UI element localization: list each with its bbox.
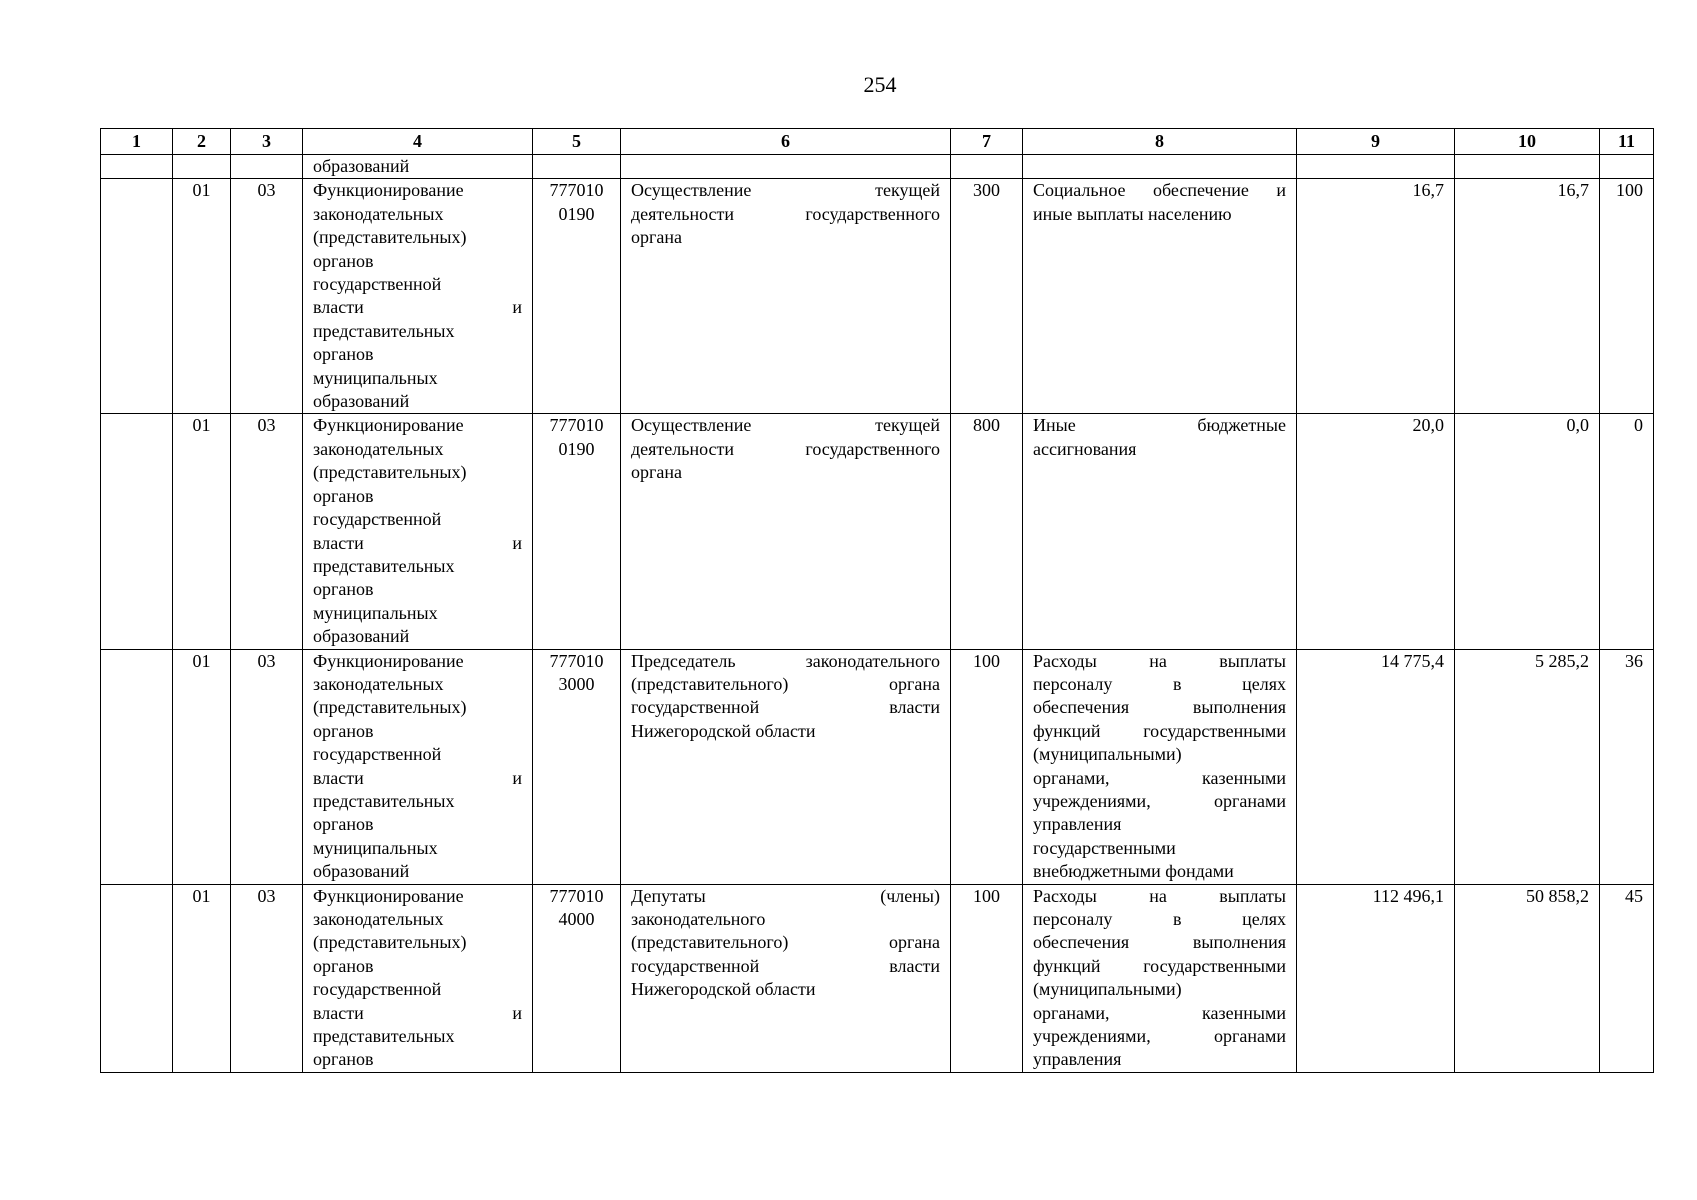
cell-section-name bbox=[303, 884, 533, 1072]
header-cell: 3 bbox=[231, 129, 303, 155]
header-cell: 9 bbox=[1297, 129, 1455, 155]
cell-section-name bbox=[303, 414, 533, 649]
cell-percent: 36 bbox=[1600, 649, 1654, 884]
cell-expense-type: 300 bbox=[951, 179, 1023, 414]
cell-section-name-line: (представительных) bbox=[313, 697, 467, 718]
cell-target-code-line: 777010 bbox=[549, 180, 604, 201]
cell-expense-name-line: Расходы на выплаты bbox=[1033, 650, 1286, 671]
cell-section-name-line: представительных bbox=[313, 555, 455, 576]
cell-target-name bbox=[621, 649, 951, 884]
cell-target-name-line: Нижегородской области bbox=[631, 720, 816, 741]
cell-subsection: 03 bbox=[231, 884, 303, 1072]
cell-expense-name-line: управления bbox=[1033, 1049, 1122, 1070]
cell-expense-name-line: внебюджетными фондами bbox=[1033, 861, 1234, 882]
cell-section: 01 bbox=[173, 414, 231, 649]
cell-section-name-line: власти и bbox=[313, 1002, 522, 1023]
cell-expense-name-line: органами, казенными bbox=[1033, 767, 1286, 788]
cell-target-name bbox=[621, 179, 951, 414]
page-number: 254 bbox=[863, 72, 897, 97]
cell-percent: 0 bbox=[1600, 414, 1654, 649]
cell-target-name-line: государственной власти bbox=[631, 697, 940, 718]
cell-section-name-line: (представительных) bbox=[313, 932, 467, 953]
cell-executed: 5 285,2 bbox=[1455, 649, 1600, 884]
cell-expense-name-line: обеспечения выполнения bbox=[1033, 932, 1286, 953]
cell-expense-name-line: иные выплаты населению bbox=[1033, 203, 1232, 224]
cell-section-name-line: органов bbox=[313, 579, 374, 600]
cell-section-name-line: органов bbox=[313, 720, 374, 741]
cell-target-code-line: 0190 bbox=[558, 438, 595, 459]
cell-target-code-line: 777010 bbox=[549, 415, 604, 436]
cell-section-name-line: органов bbox=[313, 485, 374, 506]
cell-expense-name-line: Иные бюджетные bbox=[1033, 415, 1286, 436]
cell-target-name-line: (представительного) органа bbox=[631, 932, 940, 953]
cell-target-code-line: 0190 bbox=[558, 203, 595, 224]
cell-section-name-line: образований bbox=[313, 861, 410, 882]
header-cell: 10 bbox=[1455, 129, 1600, 155]
cell-expense-name-line: функций государственными bbox=[1033, 955, 1286, 976]
table-row bbox=[101, 649, 1654, 884]
cell-target-name-line: органа bbox=[631, 227, 682, 248]
cell-section-name-line: законодательных bbox=[313, 673, 444, 694]
cell-section-name-line: образований bbox=[313, 391, 410, 412]
cell-target-code bbox=[533, 884, 621, 1072]
cell-section-name-line: муниципальных bbox=[313, 837, 438, 858]
cell-col1 bbox=[101, 649, 173, 884]
cell-section-name-line: власти и bbox=[313, 767, 522, 788]
header-cell: 7 bbox=[951, 129, 1023, 155]
cell-section-name-line: государственной bbox=[313, 509, 442, 530]
cell-section-name-line: (представительных) bbox=[313, 462, 467, 483]
cell-section: 01 bbox=[173, 884, 231, 1072]
cell-expense-name bbox=[1023, 649, 1297, 884]
cell-section-name-line: государственной bbox=[313, 744, 442, 765]
cell-expense-name-line: учреждениями, органами bbox=[1033, 790, 1286, 811]
cell-target-name-line: Депутаты (члены) bbox=[631, 885, 940, 906]
cell-target-name-line: законодательного bbox=[631, 909, 766, 929]
cell-target-name-line: деятельности государственного bbox=[631, 438, 940, 459]
cell-section-name-line: власти и bbox=[313, 532, 522, 553]
cell-section-name-line: Функционирование bbox=[313, 415, 464, 436]
cell-target-name bbox=[621, 884, 951, 1072]
cell-target-code-line: 4000 bbox=[558, 909, 595, 929]
cell-section-name-line: муниципальных bbox=[313, 602, 438, 623]
cell-subsection: 03 bbox=[231, 649, 303, 884]
cell-section-name-line: государственной bbox=[313, 979, 442, 1000]
cell-target-name-line: Осуществление текущей bbox=[631, 180, 940, 201]
cell-section-name-line: представительных bbox=[313, 790, 455, 811]
cell-expense-type: 100 bbox=[951, 884, 1023, 1072]
cell-target-code-line: 777010 bbox=[549, 650, 604, 671]
cell-planned: 112 496,1 bbox=[1297, 884, 1455, 1072]
cell-percent: 100 bbox=[1600, 179, 1654, 414]
cell-section-name-line: государственной bbox=[313, 274, 442, 295]
cell-expense-name-line: (муниципальными) bbox=[1033, 744, 1182, 765]
cell-expense-name-line: персоналу в целях bbox=[1033, 673, 1286, 694]
continuation-text: образований bbox=[303, 155, 533, 179]
cell-expense-type: 100 bbox=[951, 649, 1023, 884]
cell-expense-type: 800 bbox=[951, 414, 1023, 649]
cell-expense-name-line: обеспечения выполнения bbox=[1033, 697, 1286, 718]
cell-subsection: 03 bbox=[231, 414, 303, 649]
cell-executed: 50 858,2 bbox=[1455, 884, 1600, 1072]
cell-target-code bbox=[533, 649, 621, 884]
budget-table bbox=[100, 128, 1654, 1073]
header-cell: 6 bbox=[621, 129, 951, 155]
cell-section-name-line: законодательных bbox=[313, 438, 444, 459]
cell-planned: 16,7 bbox=[1297, 179, 1455, 414]
cell-target-name-line: органа bbox=[631, 462, 682, 483]
cell-section-name-line: законодательных bbox=[313, 909, 444, 929]
cell-section: 01 bbox=[173, 649, 231, 884]
header-cell: 4 bbox=[303, 129, 533, 155]
cell-expense-name-line: персоналу в целях bbox=[1033, 909, 1286, 929]
cell-expense-name-line: Социальное обеспечение и bbox=[1033, 180, 1286, 201]
cell-expense-name bbox=[1023, 179, 1297, 414]
cell-subsection: 03 bbox=[231, 179, 303, 414]
cell-section-name-line: органов bbox=[313, 955, 374, 976]
cell-expense-name-line: управления bbox=[1033, 814, 1122, 835]
table-row bbox=[101, 179, 1654, 414]
cell-planned: 20,0 bbox=[1297, 414, 1455, 649]
cell-section-name-line: органов bbox=[313, 250, 374, 271]
cell-col1 bbox=[101, 884, 173, 1072]
table-row bbox=[101, 414, 1654, 649]
cell-executed: 16,7 bbox=[1455, 179, 1600, 414]
cell-expense-name bbox=[1023, 884, 1297, 1072]
cell-section-name-line: власти и bbox=[313, 297, 522, 318]
cell-target-name bbox=[621, 414, 951, 649]
cell-percent: 45 bbox=[1600, 884, 1654, 1072]
cell-section-name-line: (представительных) bbox=[313, 227, 467, 248]
cell-target-name-line: (представительного) органа bbox=[631, 673, 940, 694]
cell-expense-name-line: Расходы на выплаты bbox=[1033, 885, 1286, 906]
cell-target-code bbox=[533, 414, 621, 649]
cell-section-name-line: органов bbox=[313, 1049, 374, 1070]
cell-target-code-line: 777010 bbox=[549, 885, 604, 906]
cell-section-name-line: Функционирование bbox=[313, 180, 464, 201]
header-row bbox=[101, 129, 1654, 155]
cell-section-name-line: Функционирование bbox=[313, 650, 464, 671]
cell-target-name-line: государственной власти bbox=[631, 955, 940, 976]
cell-target-code bbox=[533, 179, 621, 414]
cell-expense-name-line: учреждениями, органами bbox=[1033, 1026, 1286, 1047]
cell-expense-name-line: органами, казенными bbox=[1033, 1002, 1286, 1023]
cell-section-name-line: Функционирование bbox=[313, 885, 464, 906]
cell-executed: 0,0 bbox=[1455, 414, 1600, 649]
header-cell: 2 bbox=[173, 129, 231, 155]
cell-target-name-line: Осуществление текущей bbox=[631, 415, 940, 436]
header-cell: 8 bbox=[1023, 129, 1297, 155]
cell-expense-name-line: государственными bbox=[1033, 837, 1176, 858]
cell-section-name-line: представительных bbox=[313, 320, 455, 341]
table-row bbox=[101, 884, 1654, 1072]
cell-section: 01 bbox=[173, 179, 231, 414]
cell-planned: 14 775,4 bbox=[1297, 649, 1455, 884]
cell-expense-name-line: функций государственными bbox=[1033, 720, 1286, 741]
header-cell: 5 bbox=[533, 129, 621, 155]
cell-section-name bbox=[303, 649, 533, 884]
cell-section-name-line: муниципальных bbox=[313, 367, 438, 388]
header-cell: 1 bbox=[101, 129, 173, 155]
cell-target-name-line: деятельности государственного bbox=[631, 203, 940, 224]
cell-target-code-line: 3000 bbox=[558, 673, 595, 694]
header-cell: 11 bbox=[1600, 129, 1654, 155]
cell-section-name-line: органов bbox=[313, 344, 374, 365]
cell-expense-name-line: (муниципальными) bbox=[1033, 979, 1182, 1000]
cell-section-name-line: органов bbox=[313, 814, 374, 835]
cell-target-name-line: Председатель законодательного bbox=[631, 650, 940, 671]
cell-section-name-line: законодательных bbox=[313, 203, 444, 224]
cell-expense-name bbox=[1023, 414, 1297, 649]
cell-col1 bbox=[101, 414, 173, 649]
cell-expense-name-line: ассигнования bbox=[1033, 438, 1137, 459]
cell-section-name-line: представительных bbox=[313, 1026, 455, 1047]
cell-section-name bbox=[303, 179, 533, 414]
cell-target-name-line: Нижегородской области bbox=[631, 979, 816, 1000]
cell-section-name-line: образований bbox=[313, 626, 410, 647]
cell-col1 bbox=[101, 179, 173, 414]
continuation-row bbox=[101, 155, 1654, 179]
